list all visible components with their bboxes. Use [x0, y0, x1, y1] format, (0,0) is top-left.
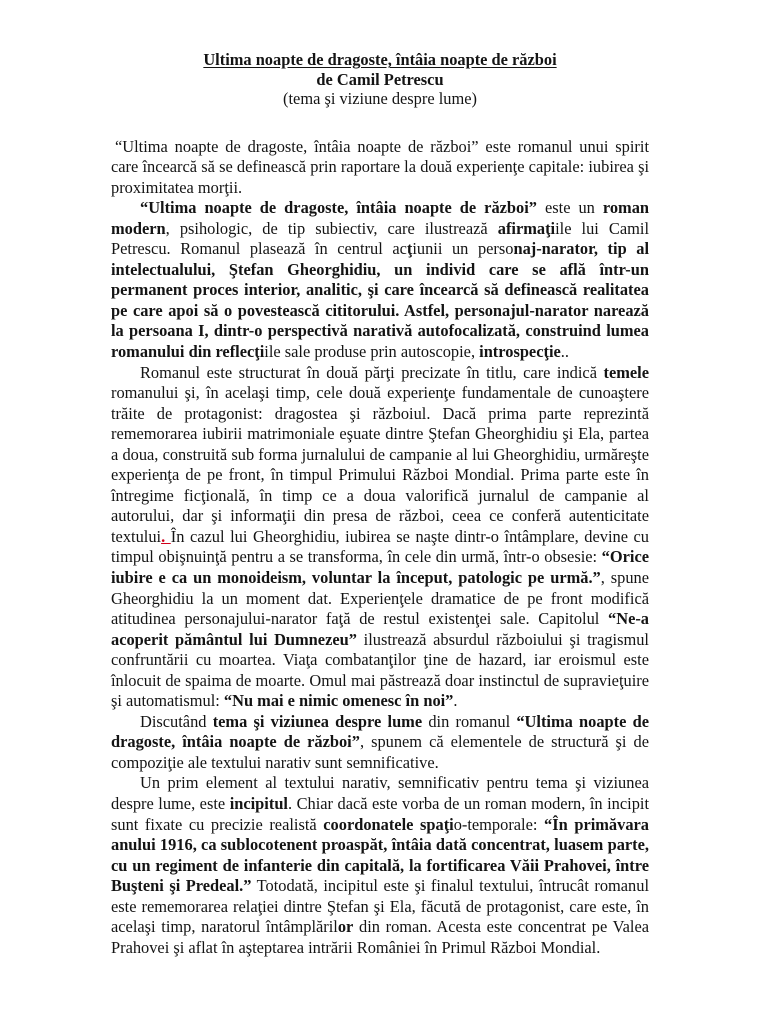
text-run: iunii un perso [412, 239, 514, 259]
text-run: din roman. Acesta este concentrat pe Valea Prahovei şi aflat în aşteptarea intrării României în Primul Război Mondial. [111, 917, 650, 957]
bold-text: or [337, 917, 354, 937]
text-run: Discutând [140, 711, 213, 731]
paragraph [111, 712, 649, 774]
bold-text: introspecţie [479, 341, 561, 361]
text-run: este un [537, 198, 603, 218]
bold-text: roman modern [111, 198, 650, 238]
bold-text: temele [603, 362, 649, 382]
text-run: Romanul este structurat în două părţi precizate în titlu, care indică [140, 362, 604, 382]
text-run: Un prim element al textului narativ, semnificativ pentru tema şi viziunea despre lume, este [111, 773, 649, 813]
text-run: romanului şi, în acelaşi timp, cele două experienţe fundamentale de cunoaştere trăite de protagonist: dragostea şi războiul. Dacă prima parte reprezintă rememorarea iubirii matrimoniale eşuate dintre Ştefan Gheorghidiu şi Ela, partea a doua, construită sub forma jurnalului de campanie al lui Gheorghidiu, urmăreşte experienţa de pe front, în timpul Primului Război Mondial. Prima parte este în întregime ficţională, în timp ce a doua valorifică jurnalul de campanie al autorului, dar şi informaţii din presa de război, ceea ce conferă autenticitate textului [111, 383, 649, 546]
text-run: , spune Gheorghidiu la un moment dat. Experienţele dramatice de pe front modifică atitudinea personajului-narator faţă de restul existenţei sale. Capitolul [111, 567, 650, 629]
text-run: În cazul lui Gheorghidiu, iubirea se naşte dintr-o întâmplare, devine cu timpul obişnuinţă pentru a se transforma, în cele din urmă, într-o obsesie: [111, 526, 649, 567]
text-run: , psihologic, de tip subiectiv, care ilustrează [165, 218, 498, 238]
document-body [111, 137, 649, 959]
text-run: .. [560, 341, 569, 361]
bold-text: afirmaţi [497, 218, 556, 238]
bold-text: ţ [406, 239, 413, 259]
bold-text: “Ultima noapte de dragoste, întâia noapte de război” [140, 198, 537, 218]
bold-text: “În primăvara anului 1916, ca sublocotenent proaspăt, întâia dată concentrat, luasem parte, cu un regiment de infanterie din capitală, la fortificarea Văii Prahovei, între Buşteni şi Predeal.” [111, 814, 649, 896]
text-run: “Ultima noapte de dragoste, întâia noapte de război” este romanul unui spirit care încearcă să se definească prin raportare la două experienţe capitale: iubirea şi proximitatea morţii. [111, 136, 649, 197]
bold-text: coordonatele spaţi [323, 814, 454, 834]
text-run: ile sale produse prin autoscopie, [264, 341, 480, 361]
text-run: . Chiar dacă este vorba de un roman modern, în incipit sunt fixate cu precizie realistă [111, 794, 649, 834]
paragraph [111, 363, 649, 712]
document-subtitle: (tema şi viziune despre lume) [283, 89, 477, 108]
text-run: ile lui Camil Petrescu. Romanul plasează în centrul ac [111, 218, 650, 259]
paragraph [111, 137, 649, 199]
bold-text: “Ultima noapte de dragoste, întâia noapte de război” [111, 711, 649, 752]
text-run: ilustrează absurdul războiului şi tragismul confruntării cu moartea. Viaţa combatanţilor ţine de hazard, iar eroismul este înlocuit de spaima de moarte. Omul mai păstrează doar instinctul de supravieţuire şi automatismul: [111, 629, 649, 711]
bold-text: “Nu mai e nimic omenesc în noi” [223, 691, 454, 711]
paragraph [111, 773, 649, 958]
document-title: Ultima noapte de dragoste, întâia noapte de război [203, 50, 557, 69]
bold-text: “Orice iubire e ca un monoideism, voluntar la început, patologic pe urmă.” [111, 547, 649, 587]
bold-text: tema şi viziunea despre lume [212, 711, 423, 731]
bold-text: “Ne-a acoperit pământul lui Dumnezeu” [111, 609, 649, 649]
marked-text: . [161, 526, 171, 546]
document-author: de Camil Petrescu [316, 69, 444, 89]
text-run: , spunem că elementele de structură şi de compoziţie ale textului narativ sunt semnificative. [111, 732, 649, 772]
text-run: . [453, 691, 458, 711]
text-run: din romanul [422, 711, 517, 731]
text-run: Totodată, incipitul este şi finalul textului, întrucât romanul este rememorarea relaţiei dintre Ştefan şi Ela, făcută de protagonist, care este, în acelaşi timp, naratorul întâmplăril [111, 876, 649, 937]
paragraph [111, 198, 649, 362]
text-run: o-temporale: [453, 814, 545, 834]
bold-text: naj-narator, tip al intelectualului, Ştefan Gheorghidiu, un individ care se află într-un permanent proces interior, analitic, şi care încearcă să definească realitatea pe care apoi să o povestească cititorului. Astfel, personajul-narator narează la persoana I, dintr-o perspectivă narativă autofocalizată, construind lumea romanului din reflecţi [111, 239, 649, 361]
bold-text: incipitul [229, 794, 288, 813]
document-heading [111, 50, 649, 109]
